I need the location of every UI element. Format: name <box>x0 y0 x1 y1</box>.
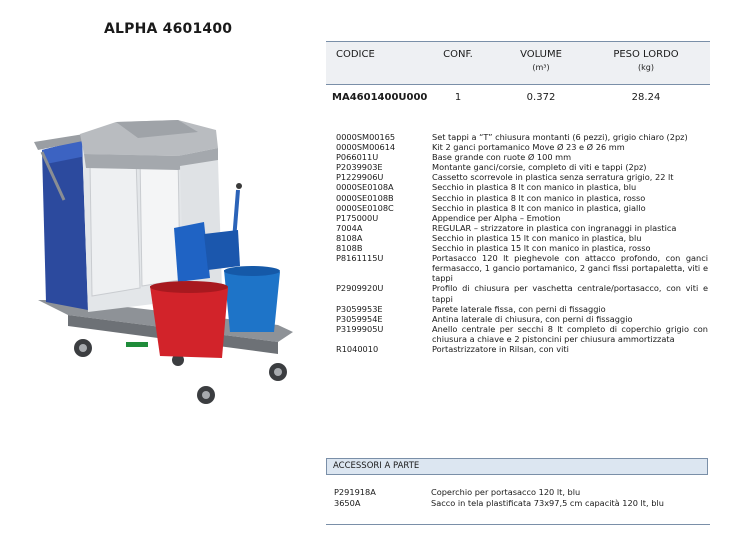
list-item <box>336 304 708 314</box>
accessory-desc: Sacco in tela plastificata 73x97,5 cm capacità 120 lt, blu <box>431 498 664 508</box>
part-code: 0000SM00614 <box>336 142 396 153</box>
list-item <box>336 344 708 354</box>
accessories-codes <box>334 487 376 509</box>
part-desc: Parete laterale fissa, con perni di fissaggio <box>432 303 606 314</box>
part-code: P3059954E <box>336 313 383 324</box>
list-item <box>336 243 708 253</box>
header-volume-label: VOLUME <box>520 49 562 60</box>
header-volume <box>506 49 576 72</box>
list-item <box>336 162 708 172</box>
part-desc: Montante ganci/corsie, completo di viti e tappi (2pz) <box>432 162 647 173</box>
part-desc: Anello centrale per secchi 8 lt completo di coperchio grigio con chiusura a chiave e 2 pistoncini per chiusura ammortizzata <box>432 323 708 344</box>
value-codice: MA4601400U000 <box>332 92 428 103</box>
list-item <box>336 253 708 283</box>
accessory-code: 3650A <box>334 498 361 508</box>
part-desc: Appendice per Alpha – Emotion <box>432 212 561 223</box>
part-desc: Set tappi a “T” chiusura montanti (6 pezzi), grigio chiaro (2pz) <box>432 132 688 142</box>
accessories-bottom-rule <box>326 524 710 525</box>
part-code: 0000SE0108C <box>336 202 394 213</box>
part-desc: Secchio in plastica 15 lt con manico in plastica, rosso <box>432 243 651 254</box>
part-code: R1040010 <box>336 343 379 354</box>
list-item <box>336 182 708 192</box>
value-volume: 0.372 <box>526 92 556 103</box>
part-desc: Antina laterale di chiusura, con perni di fissaggio <box>432 313 633 324</box>
part-code: P175000U <box>336 212 379 223</box>
accessory-code: P291918A <box>334 487 376 497</box>
part-desc: Portastrizzatore in Rilsan, con viti <box>432 343 569 354</box>
accessory-desc: Coperchio per portasacco 120 lt, blu <box>431 487 581 497</box>
part-code: 7004A <box>336 222 363 233</box>
part-code: P1229906U <box>336 172 384 183</box>
part-desc: Profilo di chiusura per vaschetta centrale/portasacco, con viti e tappi <box>432 283 708 304</box>
part-code: P8161115U <box>336 253 384 264</box>
part-desc: Portasacco 120 lt pieghevole con attacco profondo, con ganci fermasacco, 1 gancio portamanico, 2 ganci fissi portapaletta, viti e tappi <box>432 253 708 284</box>
list-item <box>336 314 708 324</box>
part-desc: Secchio in plastica 15 lt con manico in plastica, blu <box>432 232 642 243</box>
list-item <box>336 203 708 213</box>
trolley-image <box>28 110 298 415</box>
header-peso <box>608 49 684 72</box>
part-code: P3059953E <box>336 303 383 314</box>
list-item <box>336 172 708 182</box>
list-item <box>336 223 708 233</box>
part-code: P3199905U <box>336 323 384 334</box>
part-desc: REGULAR – strizzatore in plastica con ingranaggi in plastica <box>432 222 677 233</box>
list-item <box>336 152 708 162</box>
part-code: 8108A <box>336 232 363 243</box>
header-volume-unit: (m³) <box>532 63 550 72</box>
part-code: 0000SE0108B <box>336 192 394 203</box>
list-item <box>336 213 708 223</box>
accessories-descriptions <box>431 487 664 509</box>
header-peso-label: PESO LORDO <box>613 49 679 60</box>
part-code: P066011U <box>336 152 379 163</box>
value-conf: 1 <box>454 92 462 103</box>
part-code: 0000SM00165 <box>336 132 396 142</box>
part-desc: Secchio in plastica 8 lt con manico in plastica, giallo <box>432 202 646 213</box>
value-peso: 28.24 <box>631 92 661 103</box>
part-code: P2039903E <box>336 162 383 173</box>
list-item <box>336 193 708 203</box>
part-code: 0000SE0108A <box>336 182 394 193</box>
parts-list <box>336 132 708 354</box>
header-codice: CODICE <box>336 49 375 60</box>
part-desc: Secchio in plastica 8 lt con manico in plastica, rosso <box>432 192 646 203</box>
header-conf: CONF. <box>443 49 473 60</box>
part-code: P2909920U <box>336 283 384 294</box>
part-code: 8108B <box>336 243 363 254</box>
accessories-heading: ACCESSORI A PARTE <box>326 458 708 475</box>
product-title: ALPHA 4601400 <box>104 21 233 37</box>
spec-table <box>326 41 710 111</box>
spec-value-row <box>326 85 710 111</box>
list-item <box>336 233 708 243</box>
part-desc: Cassetto scorrevole in plastica senza serratura grigio, 22 lt <box>432 172 674 183</box>
list-item <box>336 324 708 344</box>
part-desc: Secchio in plastica 8 lt con manico in plastica, blu <box>432 182 637 193</box>
list-item <box>336 132 708 142</box>
spec-header-row <box>326 42 710 84</box>
list-item <box>336 283 708 303</box>
part-desc: Kit 2 ganci portamanico Move Ø 23 e Ø 26 mm <box>432 142 625 153</box>
part-desc: Base grande con ruote Ø 100 mm <box>432 152 572 163</box>
list-item <box>336 142 708 152</box>
header-peso-unit: (kg) <box>638 63 654 72</box>
